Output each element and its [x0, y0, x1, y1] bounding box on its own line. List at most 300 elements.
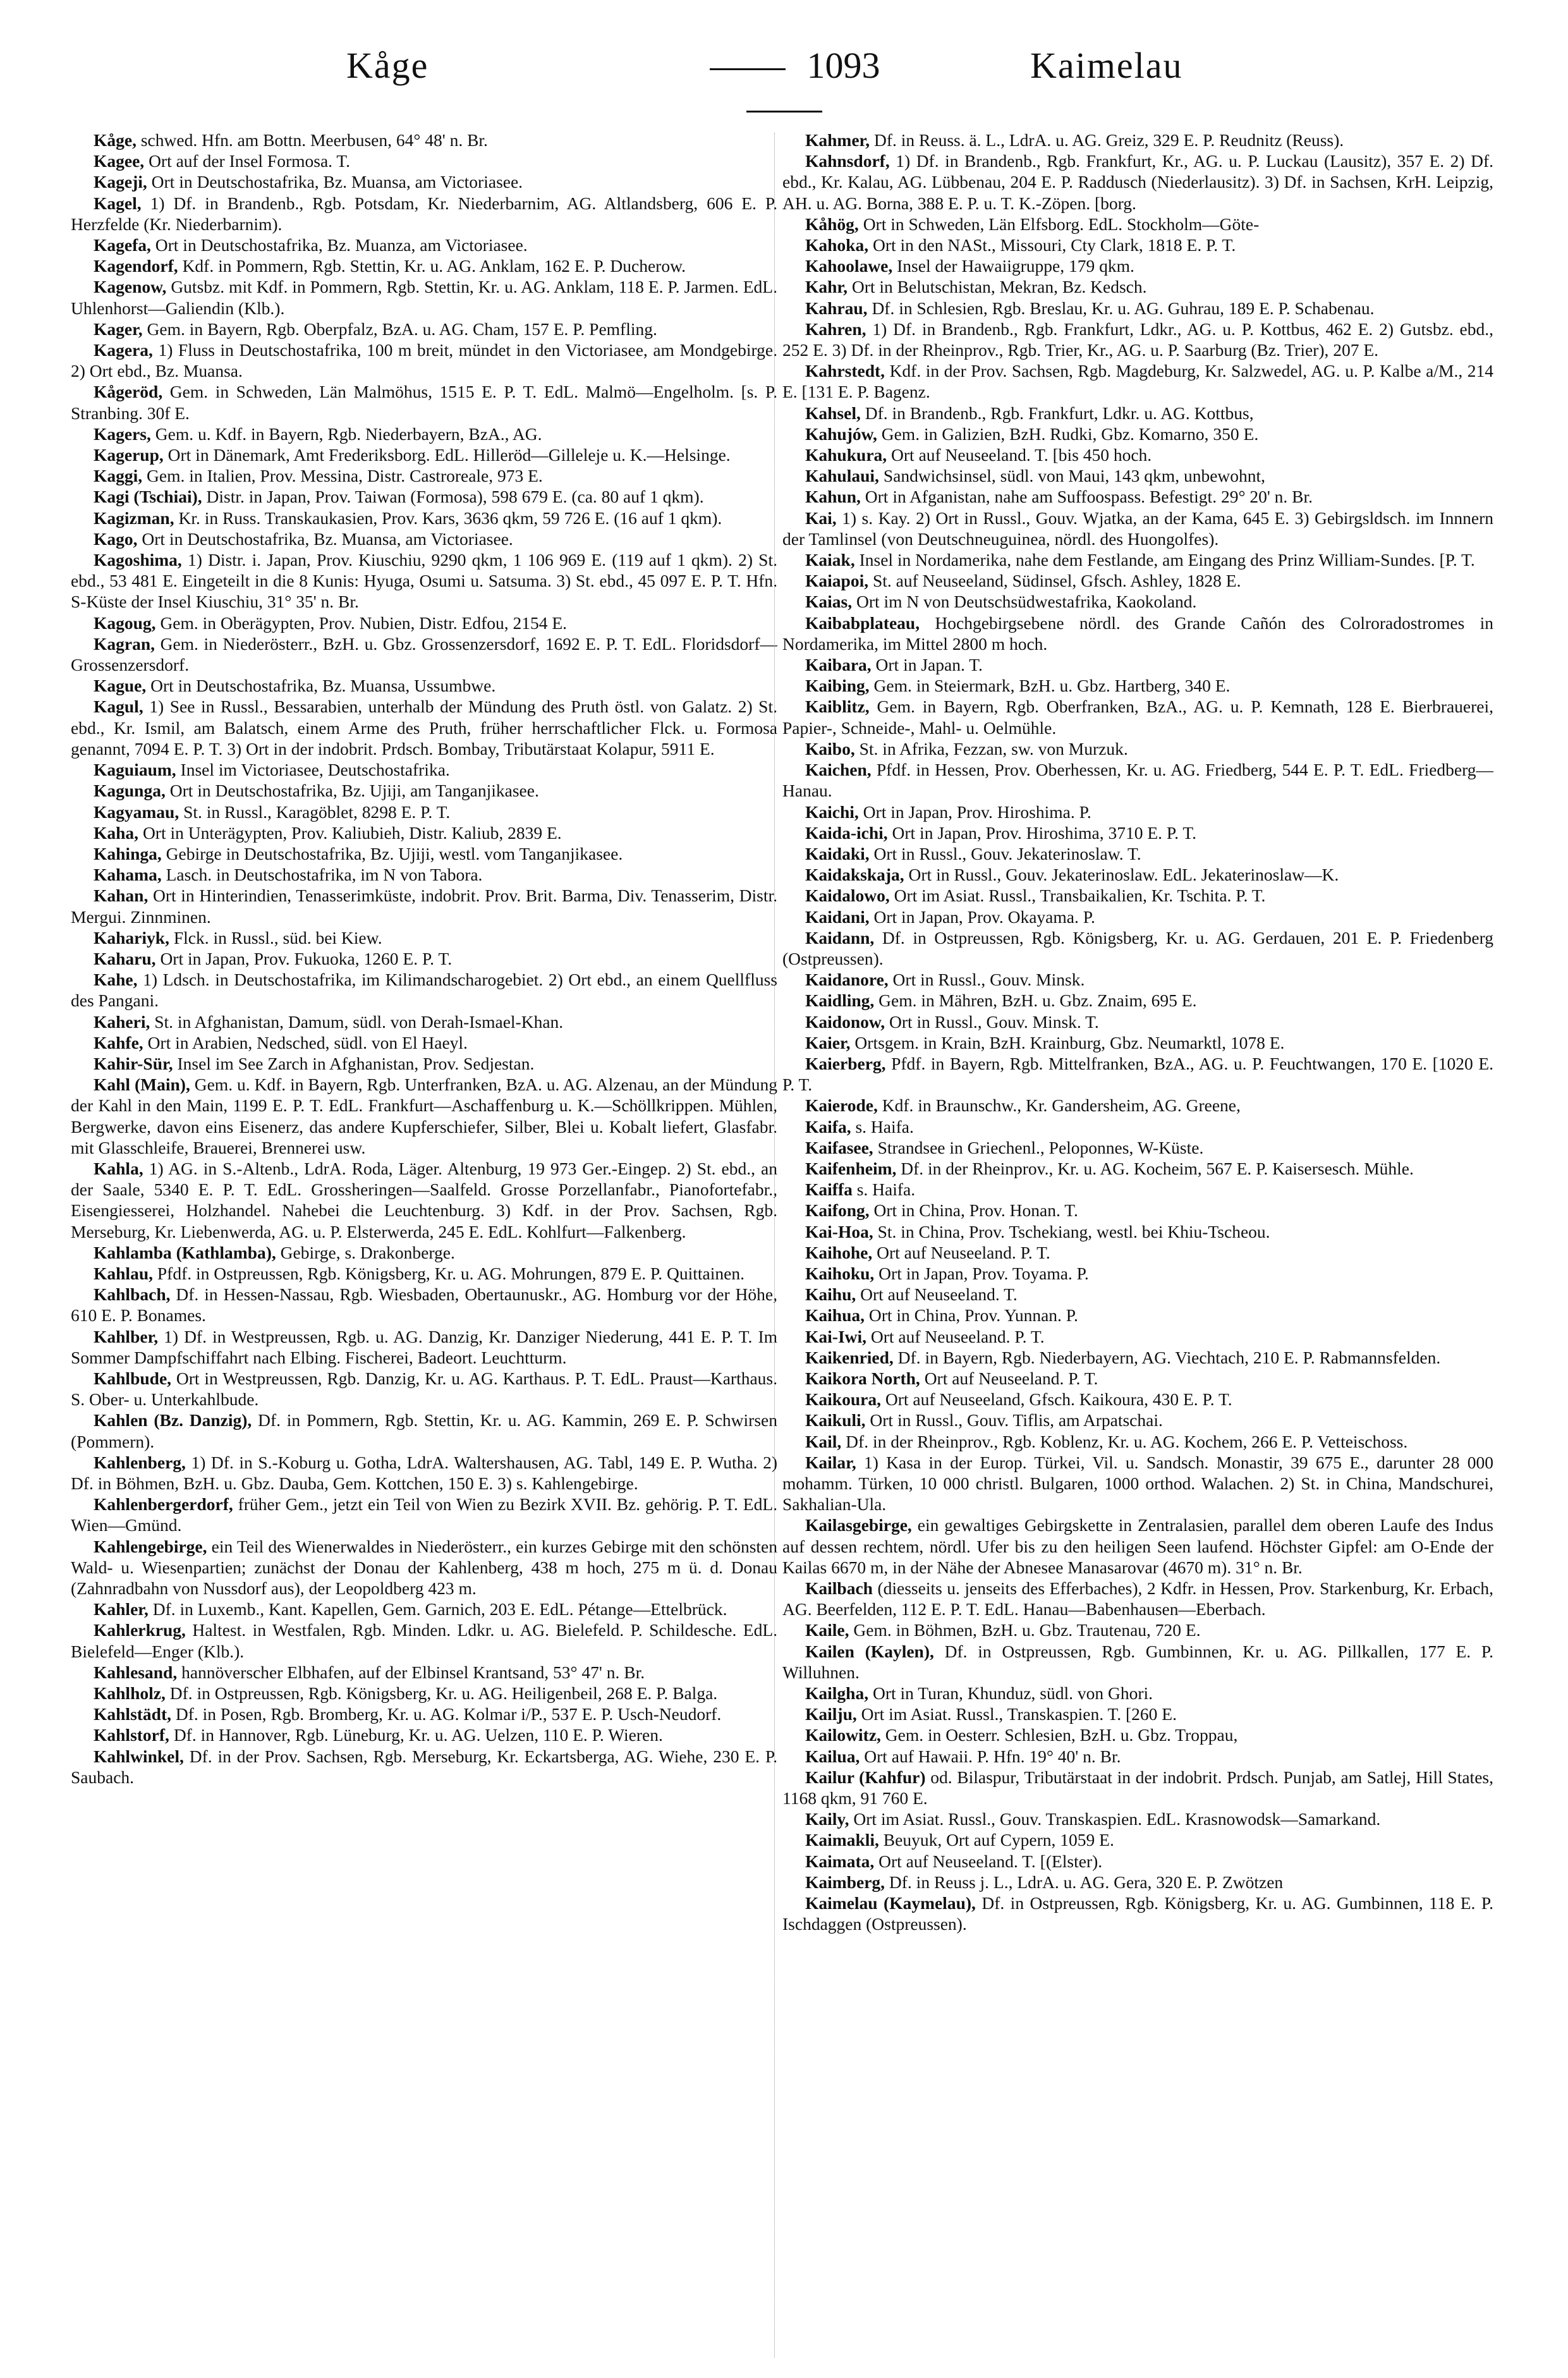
entry-text: Ort im Asiat. Russl., Transbaikalien, Kr. Tschita. P. T. [889, 886, 1266, 906]
entry-term: Kahoka, [805, 235, 869, 255]
dictionary-entry [782, 424, 1493, 444]
dictionary-entry [71, 843, 777, 864]
entry-term: Kaihua, [805, 1305, 865, 1326]
entry-term: Kahlbude, [94, 1368, 172, 1388]
entry-text: Strandsee in Griechenl., Peloponnes, W-Küste. [873, 1137, 1204, 1157]
left-column [71, 130, 777, 2361]
dictionary-entry [782, 360, 1493, 402]
entry-text: Kr. in Russ. Transkaukasien, Prov. Kars, 3636 qkm, 59 726 E. (16 auf 1 qkm). [174, 508, 722, 528]
entry-term: Kahir-Sür, [94, 1053, 173, 1073]
entry-term: Kahun, [805, 487, 861, 507]
dictionary-entry [71, 1494, 777, 1535]
dictionary-entry [782, 1452, 1493, 1515]
entry-term: Kaharu, [94, 948, 156, 968]
dictionary-entry [782, 1641, 1493, 1683]
entry-text: Sandwichsinsel, südl. von Maui, 143 qkm, unbewohnt, [878, 466, 1266, 486]
dictionary-entry [782, 1410, 1493, 1430]
entry-text: Df. in Luxemb., Kant. Kapellen, Gem. Garnich, 203 E. EdL. Pétange—Ettelbrück. [148, 1599, 727, 1619]
entry-term: Kaily, [805, 1809, 849, 1829]
entry-term: Kaguiaum, [94, 760, 176, 780]
entry-term: Kagoshima, [94, 550, 182, 570]
dictionary-entry [71, 780, 777, 801]
entry-text: Ort auf Neuseeland. T. [(Elster). [874, 1851, 1103, 1871]
dictionary-entry [782, 1872, 1493, 1893]
entry-text: St. in China, Prov. Tschekiang, westl. bei Khiu-Tscheou. [873, 1221, 1270, 1241]
entry-text: 1) Ldsch. in Deutschostafrika, im Kilimandscharogebiet. 2) Ort ebd., an einem Quellfluss des Pangani. [71, 970, 777, 1011]
entry-term: Kaihoku, [805, 1263, 875, 1283]
entry-text: Df. in Ostpreussen, Rgb. Königsberg, Kr. u. AG. Gerdauen, 201 E. P. Friedenberg (Ostpreussen). [782, 927, 1493, 968]
dictionary-entry [71, 193, 777, 235]
entry-term: Kailar, [805, 1452, 856, 1472]
entry-text: Pfdf. in Hessen, Prov. Oberhessen, Kr. u. AG. Friedberg, 544 E. P. T. EdL. Friedberg—Hanau. [782, 760, 1493, 801]
dictionary-entry [782, 822, 1493, 843]
entry-text: Ort auf Hawaii. P. Hfn. 19° 40' n. Br. [860, 1746, 1121, 1766]
entry-term: Kai-Iwi, [805, 1326, 867, 1346]
entry-term: Kagerup, [94, 445, 164, 465]
entry-term: Kaier, [805, 1032, 851, 1052]
dictionary-entry [71, 1704, 777, 1724]
header-right-keyword: Kaimelau [1030, 45, 1183, 86]
entry-text: Ort in Westpreussen, Rgb. Danzig, Kr. u. AG. Karthaus. P. T. EdL. Praust—Karthaus. S. Ober- u. Unterkahlbude. [71, 1368, 777, 1410]
entry-text: Pfdf. in Bayern, Rgb. Mittelfranken, BzA., AG. u. P. Feuchtwangen, 170 E. [1020 E. P. T. [782, 1053, 1493, 1095]
dictionary-entry [71, 486, 777, 507]
dictionary-entry [71, 444, 777, 465]
entry-term: Kaidakskaja, [805, 865, 904, 885]
dictionary-entry [782, 1578, 1493, 1619]
entry-term: Kaihu, [805, 1284, 856, 1305]
dictionary-entry [71, 822, 777, 843]
entry-term: Kahlenbergerdorf, [94, 1494, 233, 1515]
entry-text: 1) Fluss in Deutschostafrika, 100 m breit, mündet in den Victoriasee, am Mondgebirge. 2) Ort ebd., Bz. Muansa. [71, 340, 777, 381]
entry-text: Ort im N von Deutschsüdwestafrika, Kaokoland. [852, 592, 1197, 612]
entry-term: Kaheri, [94, 1011, 150, 1032]
dictionary-entry [71, 465, 777, 486]
entry-term: Kaidonow, [805, 1011, 885, 1032]
entry-term: Kailur (Kahfur) [805, 1767, 926, 1787]
entry-text: Ort in Japan, Prov. Okayama. P. [869, 906, 1095, 927]
dictionary-entry [782, 276, 1493, 297]
entry-text: 1) Df. in S.-Koburg u. Gotha, LdrA. Waltershausen, AG. Tabl, 149 E. P. Wutha. 2) Df. in Böhmen, BzH. u. Gbz. Dauba, Gem. Kottchen, 150 E. 3) s. Kahlengebirge. [71, 1452, 777, 1493]
entry-term: Kailua, [805, 1746, 860, 1766]
entry-term: Kahlholz, [94, 1683, 166, 1704]
header-left-keyword: Kåge [346, 45, 429, 86]
entry-term: Kahoolawe, [805, 256, 893, 276]
entry-term: Kahfe, [94, 1032, 143, 1052]
entry-term: Kaidling, [805, 991, 875, 1011]
dictionary-entry [782, 1242, 1493, 1263]
entry-text: 1) Df. in Westpreussen, Rgb. u. AG. Danzig, Kr. Danziger Niederung, 441 E. P. T. Im Sommer Dampfschiffahrt nach Elbing. Fischerei, Badeort. Leuchtturm. [71, 1326, 777, 1367]
entry-text: Gem. in Bayern, Rgb. Oberpfalz, BzA. u. AG. Cham, 157 E. P. Pemfling. [142, 319, 657, 339]
dictionary-entry [782, 319, 1493, 360]
entry-text: Ort in China, Prov. Yunnan. P. [865, 1305, 1078, 1326]
header-dash-left [710, 68, 786, 70]
entry-text: St. in Afghanistan, Damum, südl. von Derah-Ismael-Khan. [150, 1011, 564, 1032]
entry-text: Insel im Victoriasee, Deutschostafrika. [176, 760, 450, 780]
entry-text: Ort in Afganistan, nahe am Suffoospass. Befestigt. 29° 20' n. Br. [860, 487, 1313, 507]
entry-text: Gem. in Oesterr. Schlesien, BzH. u. Gbz. Troppau, [880, 1725, 1238, 1745]
dictionary-entry [782, 549, 1493, 570]
entry-text: Ort auf Neuseeland. T. [bis 450 hoch. [887, 445, 1152, 465]
entry-term: Kågeröd, [94, 382, 163, 402]
dictionary-entry [71, 1452, 777, 1494]
entry-term: Kahmer, [805, 130, 870, 150]
dictionary-entry [782, 927, 1493, 969]
dictionary-entry [71, 424, 777, 444]
entry-term: Kahlengebirge, [94, 1536, 207, 1556]
entry-term: Kagenow, [94, 277, 167, 297]
dictionary-entry [782, 1829, 1493, 1850]
dictionary-entry [782, 214, 1493, 235]
entry-text: Gem. in Schweden, Län Malmöhus, 1515 E. P. T. EdL. Malmö—Engelholm. [s. P. Stranbing. 30f E. [71, 382, 777, 423]
dictionary-entry [71, 1011, 777, 1032]
entry-term: Kaias, [805, 592, 853, 612]
entry-term: Kahl (Main), [94, 1075, 190, 1095]
entry-term: Kahr, [805, 277, 848, 297]
entry-text: Ort in Deutschostafrika, Bz. Muansa, am Victoriasee. [137, 528, 513, 549]
entry-text: Ort in Russl., Gouv. Minsk. [888, 970, 1085, 990]
entry-text: (diesseits u. jenseits des Efferbaches), 2 Kdfr. in Hessen, Prov. Starkenburg, Kr. Erbach, AG. Beerfelden, 112 E. P. T. EdL. Hanau—Babenhausen—Eberbach. [782, 1578, 1493, 1619]
entry-text: Ort auf der Insel Formosa. T. [144, 151, 351, 171]
entry-text: 1) Kasa in der Europ. Türkei, Vil. u. Sandsch. Monastir, 39 675 E., darunter 28 000 mohamm. Türken, 10 000 christl. Bulgaren, 1000 orthod. Walachen. 2) St. in China, Mandschurei, Sakhalian-Ula. [782, 1452, 1493, 1515]
dictionary-entry [782, 1431, 1493, 1452]
entry-term: Kaikora North, [805, 1368, 920, 1388]
dictionary-entry [71, 927, 777, 948]
entry-term: Kaierode, [805, 1095, 878, 1116]
entry-text: Df. in Schlesien, Rgb. Breslau, Kr. u. AG. Guhrau, 189 E. P. Schabenau. [867, 298, 1375, 318]
entry-text: Ort in Russl., Gouv. Tiflis, am Arpatschai. [865, 1410, 1163, 1430]
dictionary-entry [782, 1284, 1493, 1305]
dictionary-entry [782, 1326, 1493, 1347]
entry-term: Kaikuli, [805, 1410, 866, 1430]
entry-term: Kago, [94, 528, 138, 549]
dictionary-entry [782, 403, 1493, 424]
entry-text: Ort in den NASt., Missouri, Cty Clark, 1818 E. P. T. [868, 235, 1236, 255]
entry-term: Kaibo, [805, 738, 855, 759]
entry-term: Kagers, [94, 424, 151, 444]
entry-text: Kdf. in der Prov. Sachsen, Rgb. Magdeburg, Kr. Salzwedel, AG. u. P. Kalbe a/M., 214 E. [131 E. P. Bagenz. [782, 361, 1493, 402]
entry-text: Ort in Japan, Prov. Hiroshima, 3710 E. P. T. [887, 822, 1196, 843]
entry-term: Kailgha, [805, 1683, 869, 1704]
dictionary-entry [782, 235, 1493, 255]
entry-term: Kail, [805, 1431, 842, 1451]
entry-text: s. Haifa. [851, 1116, 914, 1137]
entry-term: Kaihohe, [805, 1242, 873, 1262]
entry-text: Ort auf Neuseeland. P. T. [872, 1242, 1050, 1262]
dictionary-entry [782, 1032, 1493, 1053]
dictionary-entry [782, 885, 1493, 906]
entry-term: Kahlber, [94, 1326, 159, 1346]
dictionary-entry [782, 150, 1493, 214]
entry-term: Kaiak, [805, 550, 855, 570]
dictionary-entry [782, 1683, 1493, 1704]
entry-text: Gem. in Oberägypten, Prov. Nubien, Distr. Edfou, 2154 E. [155, 613, 568, 633]
entry-text: Hochgebirgsebene nördl. des Grande Cañón des Colroradostromes in Nordamerika, im Mittel 2800 m hoch. [782, 613, 1493, 654]
dictionary-entry [71, 1536, 777, 1599]
dictionary-entry [71, 633, 777, 675]
entry-term: Kaibara, [805, 655, 872, 675]
entry-text: Beuyuk, Ort auf Cypern, 1059 E. [878, 1830, 1114, 1850]
entry-text: Df. in Ostpreussen, Rgb. Königsberg, Kr. u. AG. Gumbinnen, 118 E. P. Ischdaggen (Ostpreussen). [782, 1893, 1493, 1934]
entry-text: 1) s. Kay. 2) Ort in Russl., Gouv. Wjatka, an der Kama, 645 E. 3) Gebirgsldsch. im Innnern der Tamlinsel (von Deutschneuguinea, nördl. des Huongolfes). [782, 508, 1493, 549]
entry-text: hannöverscher Elbhafen, auf der Elbinsel Krantsand, 53° 47' n. Br. [177, 1662, 645, 1682]
entry-text: Lasch. in Deutschostafrika, im N von Tabora. [161, 865, 483, 885]
entry-text: Df. in Ostpreussen, Rgb. Königsberg, Kr. u. AG. Heiligenbeil, 268 E. P. Balga. [165, 1683, 718, 1704]
entry-text: Gutsbz. mit Kdf. in Pommern, Rgb. Stettin, Kr. u. AG. Anklam, 118 E. P. Jarmen. EdL. Uhlenhorst—Galiendin (Klb.). [71, 277, 777, 318]
entry-text: Ort in Hinterindien, Tenasserimküste, indobrit. Prov. Brit. Barma, Div. Tenasserim, Distr. Mergui. Zinnminen. [71, 886, 777, 927]
entry-text: Gem. in Steiermark, BzH. u. Gbz. Hartberg, 340 E. [869, 676, 1231, 696]
dictionary-entry [71, 1410, 777, 1451]
entry-text: Ort in Unterägypten, Prov. Kaliubieh, Distr. Kaliub, 2839 E. [138, 822, 562, 843]
entry-term: Kagee, [94, 151, 145, 171]
entry-text: Ort auf Neuseeland. P. T. [866, 1326, 1045, 1346]
dictionary-entry [782, 1746, 1493, 1767]
entry-text: s. Haifa. [852, 1180, 916, 1200]
dictionary-entry [782, 255, 1493, 276]
entry-term: Kagyamau, [94, 802, 179, 822]
dictionary-entry [782, 738, 1493, 759]
entry-text: Ort in Japan, Prov. Toyama. P. [874, 1263, 1089, 1283]
entry-term: Kagera, [94, 340, 153, 360]
dictionary-entry [782, 906, 1493, 927]
dictionary-entry [71, 150, 777, 171]
entry-text: Ort auf Neuseeland. P. T. [920, 1368, 1098, 1388]
dictionary-entry [782, 1011, 1493, 1032]
entry-term: Kaikoura, [805, 1389, 881, 1410]
dictionary-entry [782, 1221, 1493, 1242]
entry-text: Kdf. in Pommern, Rgb. Stettin, Kr. u. AG. Anklam, 162 E. P. Ducherow. [178, 256, 686, 276]
dictionary-entry [782, 1893, 1493, 1934]
entry-text: Ort im Asiat. Russl., Transkaspien. T. [260 E. [856, 1704, 1177, 1724]
dictionary-entry [782, 1200, 1493, 1221]
entry-text: Df. in Pommern, Rgb. Stettin, Kr. u. AG. Kammin, 269 E. P. Schwirsen (Pommern). [71, 1410, 777, 1451]
entry-term: Kahler, [94, 1599, 149, 1619]
entry-term: Kahlesand, [94, 1662, 178, 1682]
entry-term: Kaifasee, [805, 1137, 873, 1157]
entry-text: Df. in Reuss. ä. L., LdrA. u. AG. Greiz, 329 E. P. Reudnitz (Reuss). [870, 130, 1344, 150]
entry-text: schwed. Hfn. am Bottn. Meerbusen, 64° 48' n. Br. [136, 130, 488, 150]
entry-term: Kaida-ichi, [805, 822, 888, 843]
dictionary-entry [71, 1683, 777, 1704]
header-dash-right [746, 111, 822, 113]
dictionary-entry [71, 528, 777, 549]
entry-text: 1) Df. in Brandenb., Rgb. Frankfurt, Kr., AG. u. P. Luckau (Lausitz), 357 E. 2) Df. ebd., Kr. Kalau, AG. Lübbenau, 204 E. P. Raddusch (Niederlausitz). 3) Df. in Sachsen, KrH. Leipzig, AH. u. AG. Borna, 388 E. P. u. T. K.-Zöpen. [borg. [782, 151, 1493, 213]
entry-term: Kagel, [94, 193, 142, 213]
entry-text: Gem. in Mähren, BzH. u. Gbz. Znaim, 695 E. [874, 991, 1197, 1011]
entry-term: Kague, [94, 676, 147, 696]
entry-term: Kaimelau (Kaymelau), [805, 1893, 976, 1913]
entry-text: Ort auf Neuseeland. T. [856, 1284, 1018, 1305]
dictionary-entry [782, 1347, 1493, 1368]
entry-text: Gem. in Italien, Prov. Messina, Distr. Castroreale, 973 E. [142, 466, 543, 486]
entry-term: Kaifong, [805, 1200, 870, 1221]
dictionary-entry [782, 508, 1493, 549]
dictionary-entry [782, 1368, 1493, 1389]
entry-text: Gem. in Böhmen, BzH. u. Gbz. Trautenau, 720 E. [849, 1620, 1201, 1640]
column-divider [774, 133, 775, 2358]
dictionary-entry [782, 990, 1493, 1011]
dictionary-entry [71, 1368, 777, 1410]
entry-text: Df. in der Rheinprov., Rgb. Koblenz, Kr. u. AG. Kochem, 266 E. P. Vetteischoss. [841, 1431, 1408, 1451]
running-header [0, 44, 1568, 120]
dictionary-entry [782, 1389, 1493, 1410]
entry-text: 1) Df. in Brandenb., Rgb. Potsdam, Kr. Niederbarnim, AG. Altlandsberg, 606 E. P. Herzfelde (Kr. Niederbarnim). [71, 193, 777, 234]
entry-term: Kaidanore, [805, 970, 889, 990]
entry-text: Distr. in Japan, Prov. Taiwan (Formosa), 598 679 E. (ca. 80 auf 1 qkm). [202, 487, 704, 507]
right-column [782, 130, 1493, 2361]
dictionary-entry [71, 675, 777, 696]
entry-text: Gem. u. Kdf. in Bayern, Rgb. Unterfranken, BzA. u. AG. Alzenau, an der Mündung der Kahl in den Main, 1199 E. P. T. EdL. Frankfurt—Aschaffenburg u. K.—Schöllkrippen. Mühlen, Bergwerke, davon eins Eisenerz, das andere Kupferschiefer, Silber, Blei u. Kobalt liefert, Glasfabr. mit Glasschleife, Brauerei, Brennerei usw. [71, 1075, 777, 1157]
dictionary-entry [782, 1724, 1493, 1745]
entry-text: Ort auf Neuseeland, Gfsch. Kaikoura, 430 E. P. T. [880, 1389, 1232, 1410]
dictionary-entry [782, 570, 1493, 591]
entry-term: Kahlstorf, [94, 1725, 169, 1745]
dictionary-entry [71, 1074, 777, 1158]
dictionary-entry [782, 1158, 1493, 1179]
entry-text: Gebirge in Deutschostafrika, Bz. Ujiji, westl. vom Tanganjikasee. [161, 843, 623, 863]
entry-term: Kaidann, [805, 927, 875, 948]
entry-text: Flck. in Russl., süd. bei Kiew. [169, 927, 382, 948]
dictionary-entry [71, 171, 777, 192]
entry-text: Df. in Hannover, Rgb. Lüneburg, Kr. u. AG. Uelzen, 110 E. P. Wieren. [169, 1725, 663, 1745]
entry-term: Kahrstedt, [805, 361, 885, 381]
dictionary-entry [782, 298, 1493, 319]
dictionary-entry [782, 1137, 1493, 1158]
entry-text: Df. in Bayern, Rgb. Niederbayern, AG. Viechtach, 210 E. P. Rabmannsfelden. [893, 1347, 1441, 1367]
entry-term: Kaggi, [94, 466, 143, 486]
dictionary-entry [782, 465, 1493, 486]
dictionary-entry [71, 948, 777, 969]
dictionary-entry [782, 130, 1493, 150]
dictionary-entry [71, 276, 777, 318]
dictionary-entry [782, 802, 1493, 822]
dictionary-entry [782, 613, 1493, 654]
entry-text: Ort in Deutschostafrika, Bz. Ujiji, am Tanganjikasee. [165, 781, 539, 801]
entry-term: Kaifa, [805, 1116, 851, 1137]
entry-text: od. Bilaspur, Tributärstaat in der indobrit. Prdsch. Punjab, am Satlej, Hill States, 1168 qkm, 91 760 E. [782, 1767, 1493, 1808]
entry-term: Kaifenheim, [805, 1158, 897, 1178]
entry-text: Ort in Schweden, Län Elfsborg. EdL. Stockholm—Göte- [858, 214, 1260, 234]
entry-term: Kailju, [805, 1704, 857, 1724]
dictionary-entry [71, 1326, 777, 1368]
entry-text: Ort in Russl., Gouv. Jekaterinoslaw. T. [869, 843, 1141, 863]
entry-text: Insel in Nordamerika, nahe dem Festlande, am Eingang des Prinz William-Sundes. [P. T. [854, 550, 1475, 570]
entry-text: Ort in Turan, Khunduz, südl. von Ghori. [868, 1683, 1153, 1704]
entry-term: Kaichi, [805, 802, 859, 822]
dictionary-entry [71, 1053, 777, 1074]
dictionary-entry [782, 1704, 1493, 1724]
entry-term: Kaile, [805, 1620, 849, 1640]
entry-text: Haltest. in Westfalen, Rgb. Minden. Ldkr. u. AG. Bielefeld. P. Schildesche. EdL. Bielefeld—Enger (Klb.). [71, 1620, 777, 1661]
dictionary-entry [782, 1116, 1493, 1137]
dictionary-entry [71, 885, 777, 927]
entry-term: Kahujów, [805, 424, 877, 444]
dictionary-entry [71, 864, 777, 885]
entry-text: Insel der Hawaiigruppe, 179 qkm. [892, 256, 1134, 276]
entry-term: Kahariyk, [94, 927, 169, 948]
dictionary-entry [71, 802, 777, 822]
entry-term: Kaidalowo, [805, 886, 890, 906]
dictionary-entry [782, 1515, 1493, 1578]
dictionary-entry [71, 1032, 777, 1053]
entry-term: Kaidaki, [805, 843, 870, 863]
header-page-number-group [632, 44, 936, 129]
dictionary-entry [782, 759, 1493, 801]
dictionary-entry [782, 1767, 1493, 1808]
dictionary-entry [782, 1619, 1493, 1640]
dictionary-entry [71, 1746, 777, 1788]
entry-term: Kagendorf, [94, 256, 178, 276]
entry-text: Df. in Ostpreussen, Rgb. Gumbinnen, Kr. u. AG. Pillkallen, 177 E. P. Willuhnen. [782, 1641, 1493, 1682]
entry-term: Kai-Hoa, [805, 1221, 873, 1241]
dictionary-entry [71, 696, 777, 759]
entry-text: 1) AG. in S.-Altenb., LdrA. Roda, Läger. Altenburg, 19 973 Ger.-Eingep. 2) St. ebd., an der Saale, 5340 E. P. T. EdL. Grossheringen—Saalfeld. Grosse Porzellanfabr., Pianofortefabr., Eisengiesserei, Holzhandel. Nahebei die Leuchtenburg. 3) Kdf. in der Prov. Sachsen, Rgb. Merseburg, Kr. Liebenwerda, AG. u. P. Elsterwerda, 245 E. EdL. Kohlfurt—Falkenberg. [71, 1158, 777, 1241]
entry-text: Gem. u. Kdf. in Bayern, Rgb. Niederbayern, BzA., AG. [150, 424, 542, 444]
dictionary-entry [782, 654, 1493, 675]
dictionary-entry [782, 1095, 1493, 1116]
entry-term: Kagunga, [94, 781, 166, 801]
entry-text: 1) Distr. i. Japan, Prov. Kiuschiu, 9290 qkm, 1 106 969 E. (119 auf 1 qkm). 2) St. ebd., 53 481 E. Eingeteilt in die 8 Kunis: Hyuga, Osumi u. Satsuma. 3) St. ebd., 45 097 E. P. T. Hfn. S-Küste der Insel Kiuschiu, 31° 35' n. Br. [71, 550, 777, 612]
dictionary-entry [71, 549, 777, 613]
entry-text: ein gewaltiges Gebirgskette in Zentralasien, parallel dem oberen Laufe des Indus auf dessen rechtem, nördl. Ufer bis zu den heiligen Seen laufend. Höchster Gipfel: am O-Ende der Kailas 6670 m, in der Nähe der Abnesee Manasarovar (4670 m). 31° n. Br. [782, 1515, 1493, 1577]
dictionary-entry [782, 444, 1493, 465]
entry-text: Ort in Deutschostafrika, Bz. Muansa, Ussumbwe. [146, 676, 496, 696]
entry-text: Df. in Reuss j. L., LdrA. u. AG. Gera, 320 E. P. Zwötzen [885, 1872, 1284, 1892]
entry-term: Kaiapoi, [805, 571, 869, 591]
entry-term: Kahla, [94, 1158, 143, 1178]
entry-term: Kagoug, [94, 613, 156, 633]
dictionary-entry [782, 1263, 1493, 1284]
entry-term: Kahren, [805, 319, 866, 339]
entry-term: Kahlamba (Kathlamba), [94, 1242, 276, 1262]
entry-text: St. in Afrika, Fezzan, sw. von Murzuk. [854, 738, 1128, 759]
entry-term: Kaimakli, [805, 1830, 879, 1850]
entry-term: Kaidani, [805, 906, 870, 927]
entry-text: früher Gem., jetzt ein Teil von Wien zu Bezirk XVII. Bz. gehörig. P. T. EdL. Wien—Gmünd. [71, 1494, 777, 1535]
dictionary-entry [71, 235, 777, 255]
dictionary-entry [71, 1263, 777, 1284]
entry-text: Ort in China, Prov. Honan. T. [869, 1200, 1078, 1221]
entry-term: Kailasgebirge, [805, 1515, 912, 1535]
dictionary-entry [782, 1808, 1493, 1829]
dictionary-entry [782, 1179, 1493, 1200]
entry-term: Kaimberg, [805, 1872, 885, 1892]
dictionary-entry [71, 1242, 777, 1263]
dictionary-entry [782, 1053, 1493, 1095]
entry-term: Kailbach [805, 1578, 873, 1599]
entry-text: 1) See in Russl., Bessarabien, unterhalb der Mündung des Pruth östl. von Galatz. 2) St. ebd., Kr. Ismil, am Balatsch, einem Arme des Pruth, früher herrschaftlicher Flck. u. Formosa genannt, 7094 E. P. T. 3) Ort in der indobrit. Prdsch. Bombay, Tributärstaat Kolapur, 5911 E. [71, 697, 777, 759]
entry-text: Gem. in Bayern, Rgb. Oberfranken, BzA., AG. u. P. Kemnath, 128 E. Bierbrauerei, Papier-, Schneide-, Mahl- u. Oelmühle. [782, 697, 1493, 738]
entry-term: Kaiffa [805, 1180, 853, 1200]
dictionary-entry [782, 864, 1493, 885]
dictionary-entry [71, 1662, 777, 1683]
entry-text: Ortsgem. in Krain, BzH. Krainburg, Gbz. Neumarktl, 1078 E. [850, 1032, 1285, 1052]
entry-text: St. auf Neuseeland, Südinsel, Gfsch. Ashley, 1828 E. [868, 571, 1241, 591]
entry-term: Kahlen (Bz. Danzig), [94, 1410, 252, 1430]
entry-text: St. in Russl., Karagöblet, 8298 E. P. T. [179, 802, 451, 822]
entry-text: Gebirge, s. Drakonberge. [276, 1242, 455, 1262]
entry-term: Kageji, [94, 172, 147, 192]
entry-text: Df. in Brandenb., Rgb. Frankfurt, Ldkr. u. AG. Kottbus, [860, 403, 1254, 423]
entry-term: Kailen (Kaylen), [805, 1641, 934, 1661]
entry-term: Kåge, [94, 130, 137, 150]
dictionary-entry [71, 508, 777, 528]
entry-text: Kdf. in Braunschw., Kr. Gandersheim, AG. Greene, [877, 1095, 1241, 1116]
entry-term: Kahlau, [94, 1263, 153, 1283]
dictionary-entry [782, 591, 1493, 612]
dictionary-entry [71, 1724, 777, 1745]
entry-text: Insel im See Zarch in Afghanistan, Prov. Sedjestan. [173, 1053, 535, 1073]
entry-text: Df. in Posen, Rgb. Bromberg, Kr. u. AG. Kolmar i/P., 537 E. P. Usch-Neudorf. [171, 1704, 722, 1724]
